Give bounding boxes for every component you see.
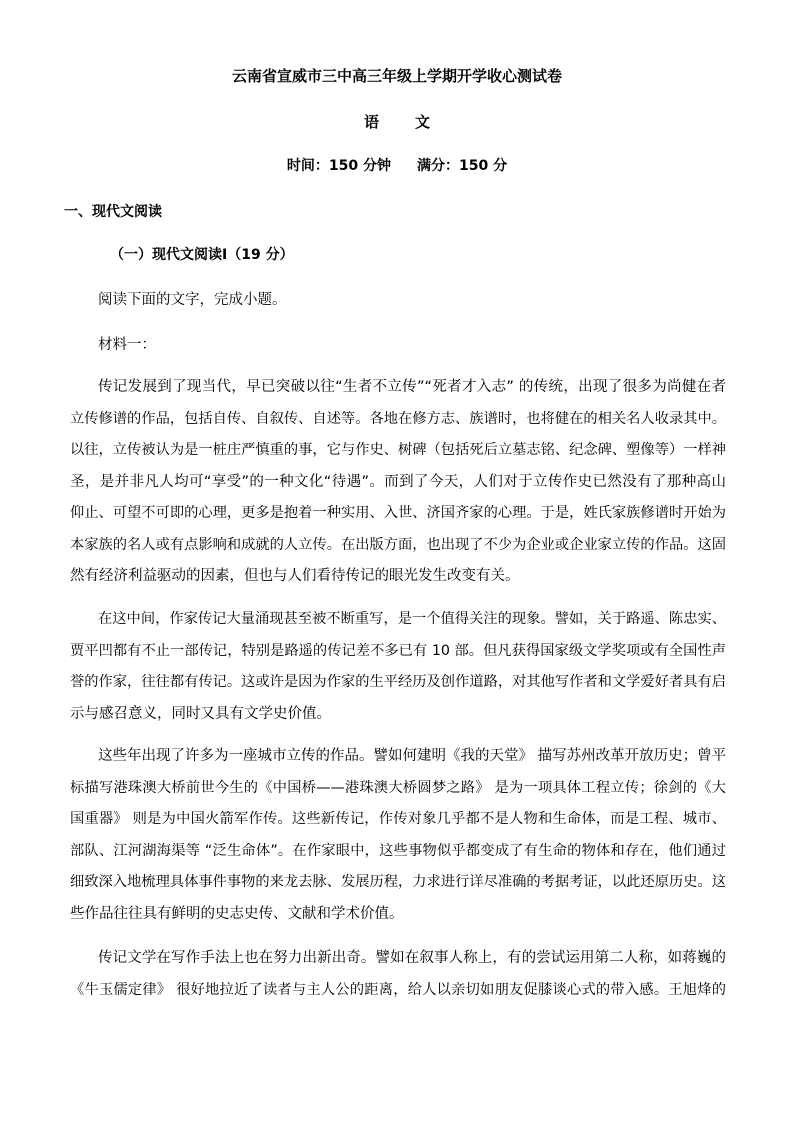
paragraph-4: [70, 943, 726, 1006]
paragraph-line: 部队、江河湖海渠等 “泛生命体”。在作家眼中，这些事物似乎都变成了有生命的物体和存在，他们通过: [70, 842, 726, 859]
paragraph-2: [70, 604, 726, 730]
subsection-heading: （一）现代文阅读Ⅰ（19 分）: [110, 247, 294, 263]
subject-char-2: 文: [415, 113, 431, 131]
paragraph-line: 《牛玉儒定律》 很好地拉近了读者与主人公的距离，给人以亲切如朋友促膝谈心式的带入感。王旭烽的: [70, 981, 726, 998]
paragraph-line: 本家族的名人或有点影响和成就的人立传。在出版方面，也出现了不少为企业或企业家立传的作品。这固: [70, 536, 726, 553]
paragraph-line: 些作品往往具有鲜明的史志史传、文献和学术价值。: [70, 905, 404, 922]
paragraph-line: 传记文学在写作手法上也在努力出新出奇。譬如在叙事人称上，有的尝试运用第二人称，如蒋巍的: [98, 950, 726, 966]
material-label: 材料一：: [98, 337, 156, 353]
paragraph-line: 细致深入地梳理具体事件事物的来龙去脉、发展历程，力求进行详尽准确的考据考证，以此还原历史。这: [70, 874, 726, 890]
subject-char-1: 语: [363, 113, 379, 131]
paragraph-line: 传记发展到了现当代，早已突破以往“生者不立传”“死者才入志” 的传统，出现了很多为尚健在者: [98, 379, 726, 395]
exam-title: 云南省宣威市三中高三年级上学期开学收心测试卷: [231, 67, 562, 85]
paragraph-line: 这些年出现了许多为一座城市立传的作品。譬如何建明《我的天堂》 描写苏州改革开放历史；曾平: [98, 748, 727, 764]
section-heading: 一、现代文阅读: [64, 204, 162, 220]
paragraph-line: 以往，立传被认为是一桩庄严慎重的事，它与作史、树碑（包括死后立墓志铭、纪念碑、塑像等）一样神: [70, 442, 726, 458]
paragraph-line: 誉的作家，往往都有传记。这或许是因为作家的生平经历及创作道路，对其他写作者和文学爱好者具有启: [70, 674, 726, 690]
score-label: 满分：150 分: [417, 158, 508, 174]
time-label: 时间：150 分钟: [286, 158, 391, 174]
paragraph-line: 圣，是并非凡人均可“享受”的一种文化“待遇”。而到了今天，人们对于立传作史已然没有了那种高山: [70, 473, 726, 490]
paragraph-line: 贾平凹都有不止一部传记，特别是路遥的传记差不多已有 10 部。但凡获得国家级文学奖项或有全国性声: [70, 642, 726, 659]
paragraph-3: [70, 741, 726, 930]
paragraph-line: 示与感召意义，同时又具有文学史价值。: [70, 705, 331, 722]
paragraph-1: [70, 372, 726, 593]
exam-meta: [0, 156, 794, 176]
paragraph-line: 然有经济利益驱动的因素，但也与人们看待传记的眼光发生改变有关。: [70, 568, 520, 584]
paragraph-line: 国重器》 则是为中国火箭军作传。这些新传记，作传对象几乎都不是人物和生命体，而是工程、城市、: [70, 811, 726, 827]
subject-heading: [0, 112, 794, 132]
paragraph-line: 标描写港珠澳大桥前世今生的《中国桥——港珠澳大桥圆梦之路》 是为一项具体工程立传；徐剑的《大: [70, 779, 726, 796]
paragraph-line: 立传修谱的作品，包括自传、自叙传、自述等。各地在修方志、族谱时，也将健在的相关名人收录其中。: [70, 410, 726, 427]
paragraph-line: 在这中间，作家传记大量涌现甚至被不断重写，是一个值得关注的现象。譬如，关于路遥、陈忠实、: [98, 611, 726, 627]
reading-instruction: 阅读下面的文字，完成小题。: [98, 292, 287, 308]
paragraph-line: 仰止、可望不可即的心理，更多是抱着一种实用、入世、济国齐家的心理。于是，姓氏家族修谱时开始为: [70, 505, 726, 521]
